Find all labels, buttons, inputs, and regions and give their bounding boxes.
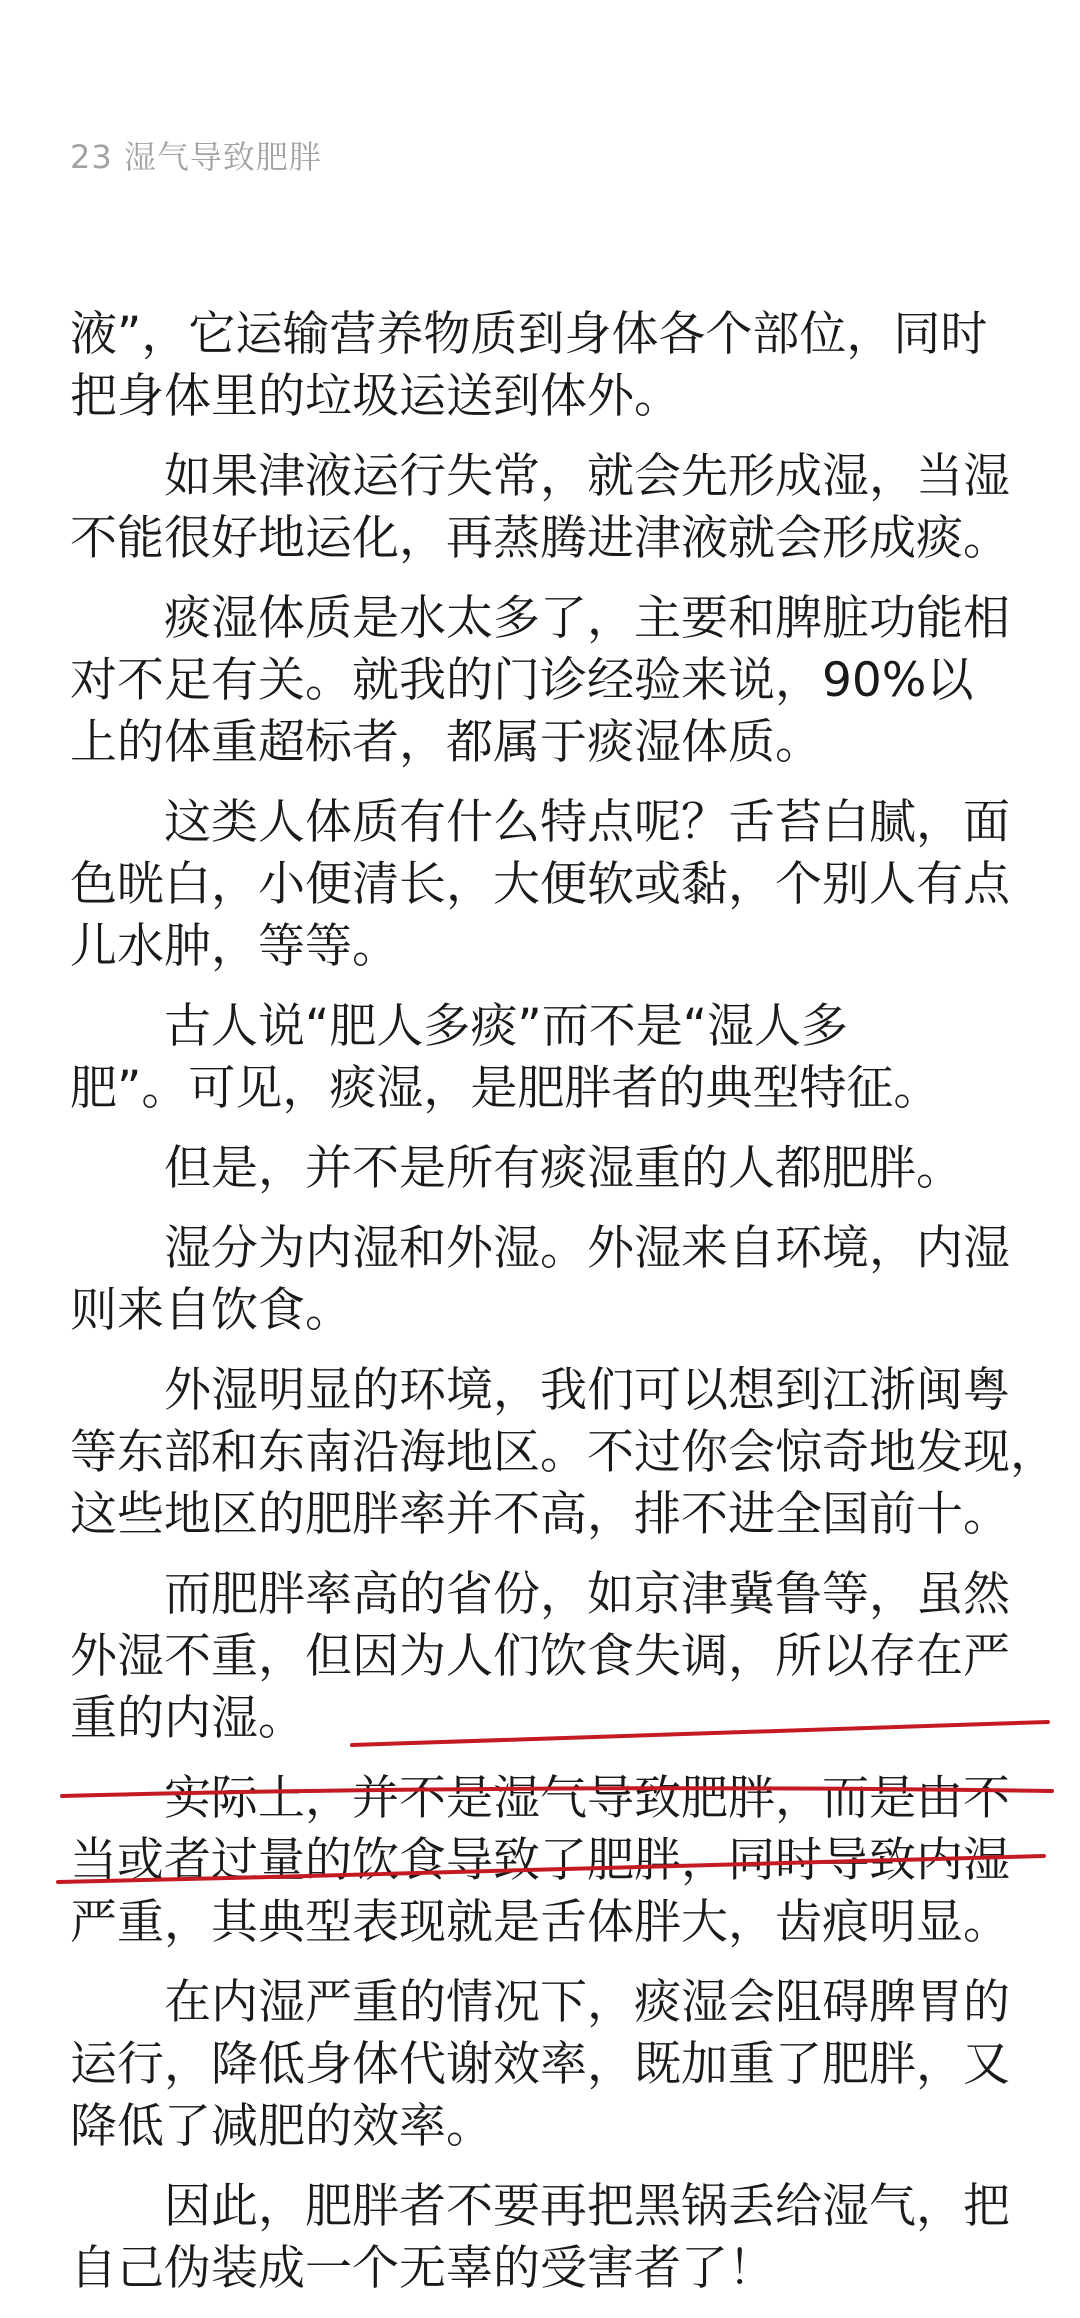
text-line: 液”，它运输营养物质到身体各个部位，同时: [70, 307, 988, 362]
paragraph: [70, 588, 1020, 774]
text-line: 儿水肿，等等。: [70, 919, 399, 974]
text-line: 不能很好地运化，再蒸腾进津液就会形成痰。: [70, 511, 1010, 566]
paragraph: [70, 1768, 1020, 1954]
text-line: 而肥胖率高的省份，如京津冀鲁等，虽然: [164, 1567, 1010, 1622]
paragraph: [70, 1360, 1057, 1546]
text-line: 对不足有关。就我的门诊经验来说，90%以: [70, 653, 974, 708]
text-line: 湿分为内湿和外湿。外湿来自环境，内湿: [164, 1221, 1010, 1276]
text-line: 严重，其典型表现就是舌体胖大，齿痕明显。: [70, 1895, 1010, 1950]
text-line: 但是，并不是所有痰湿重的人都肥胖。: [164, 1141, 963, 1196]
text-line: 外湿明显的环境，我们可以想到江浙闽粤: [164, 1363, 1010, 1418]
text-line: 肥”。可见，痰湿，是肥胖者的典型特征。: [70, 1061, 941, 1116]
paragraph: [70, 1138, 1020, 1200]
paragraph: [70, 1972, 1020, 2158]
article-body: [70, 304, 1057, 2318]
text-line: 这类人体质有什么特点呢？舌苔白腻，面: [164, 795, 1010, 850]
text-line: 运行，降低身体代谢效率，既加重了肥胖，又: [70, 2037, 1010, 2092]
text-line: 上的体重超标者，都属于痰湿体质。: [70, 715, 822, 770]
paragraph: [70, 2176, 1020, 2300]
paragraph: [70, 304, 1020, 428]
text-line: 外湿不重，但因为人们饮食失调，所以存在严: [70, 1629, 1010, 1684]
paragraph: [70, 1218, 1020, 1342]
text-line: 古人说“肥人多痰”而不是“湿人多: [164, 999, 849, 1054]
text-line: 等东部和东南沿海地区。不过你会惊奇地发现，: [70, 1425, 1057, 1480]
text-line: 在内湿严重的情况下，痰湿会阻碍脾胃的: [164, 1975, 1010, 2030]
text-line: 当或者过量的饮食导致了肥胖，同时导致内湿: [70, 1833, 1010, 1888]
text-line: 实际上，并不是湿气导致肥胖，而是由不: [164, 1771, 1010, 1826]
text-line: 痰湿体质是水太多了，主要和脾脏功能相: [164, 591, 1010, 646]
paragraph: [70, 446, 1020, 570]
text-line: 降低了减肥的效率。: [70, 2099, 493, 2154]
text-line: 重的内湿。: [70, 1691, 305, 1746]
text-line: 把身体里的垃圾运送到体外。: [70, 369, 681, 424]
text-line: 如果津液运行失常，就会先形成湿，当湿: [164, 449, 1010, 504]
text-line: 自己伪装成一个无辜的受害者了！: [70, 2241, 775, 2296]
text-line: 色晄白，小便清长，大便软或黏，个别人有点: [70, 857, 1010, 912]
chapter-title: 23 湿气导致肥胖: [70, 138, 322, 176]
paragraph: [70, 996, 1020, 1120]
text-line: 这些地区的肥胖率并不高，排不进全国前十。: [70, 1487, 1010, 1542]
paragraph: [70, 792, 1020, 978]
text-line: 因此，肥胖者不要再把黑锅丢给湿气，把: [164, 2179, 1010, 2234]
paragraph: [70, 1564, 1020, 1750]
text-line: 则来自饮食。: [70, 1283, 352, 1338]
